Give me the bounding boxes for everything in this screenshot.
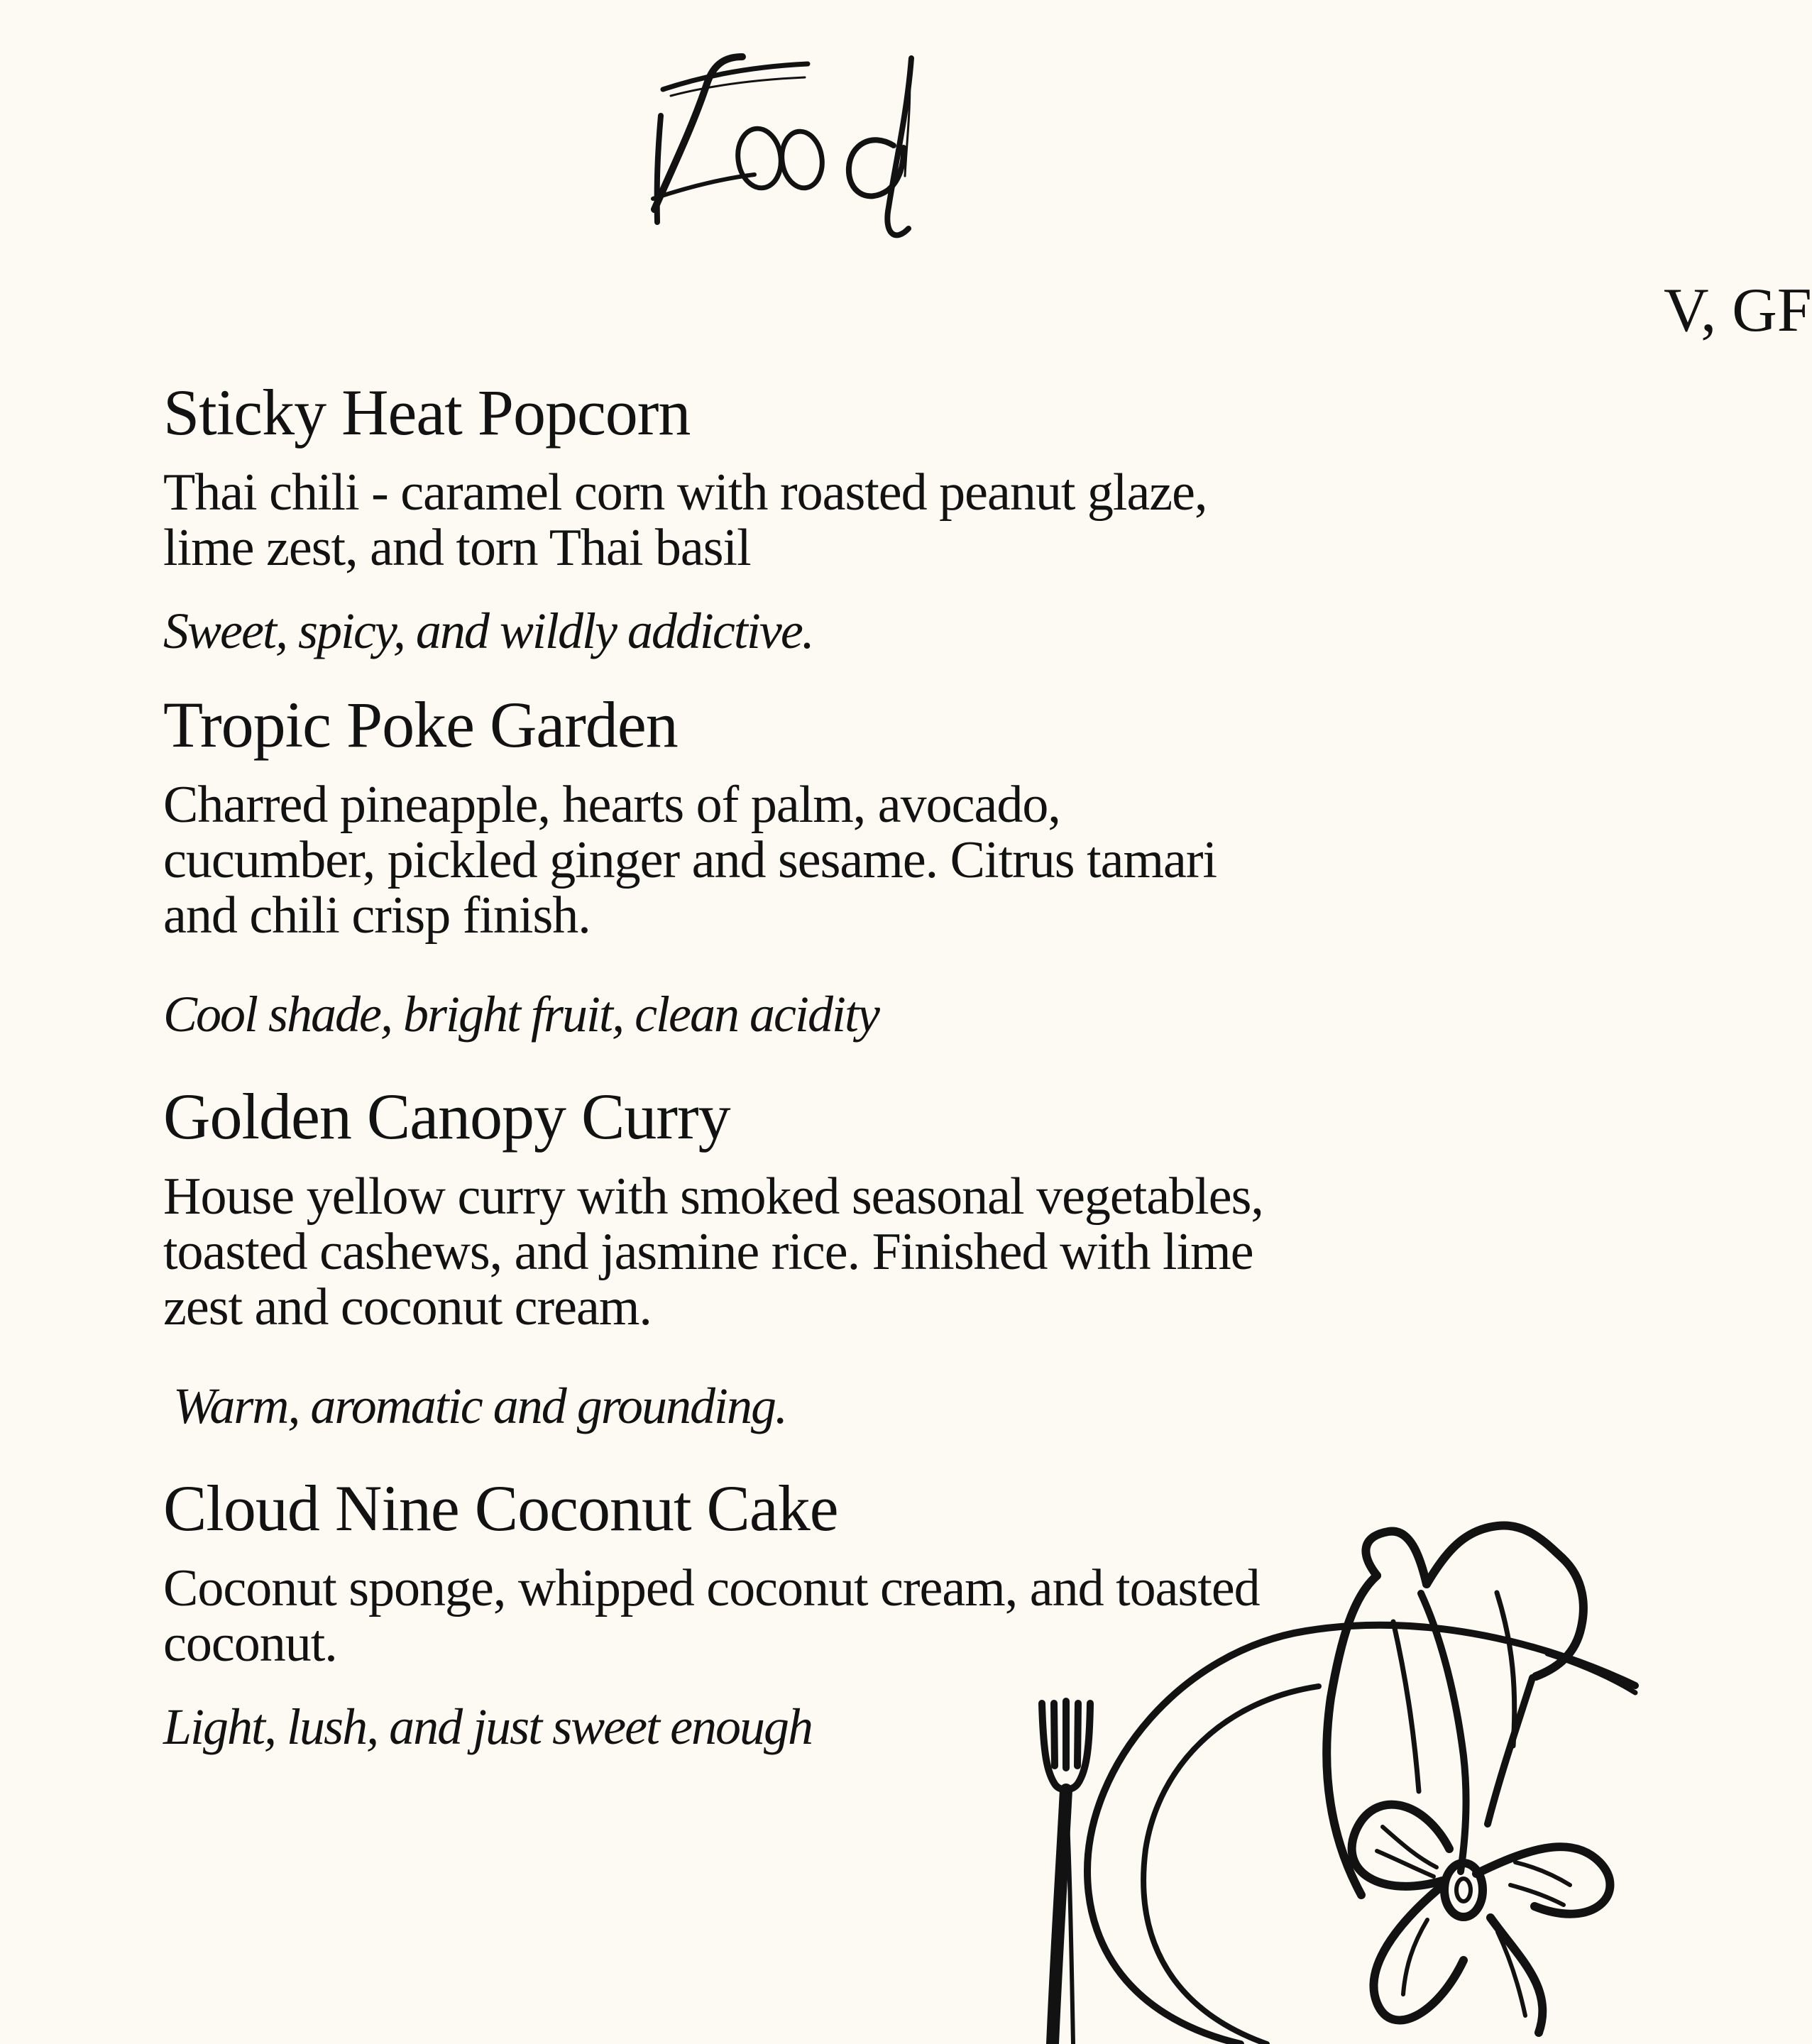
item-tagline: Sweet, spicy, and wildly addictive. — [163, 603, 813, 659]
item-name: Sticky Heat Popcorn — [163, 376, 691, 449]
menu-item — [163, 688, 1412, 1043]
page-title — [633, 28, 1812, 345]
item-description: Thai chili - caramel corn with roasted peanut glaze, lime zest, and torn Thai basil — [163, 463, 1207, 577]
item-description: Charred pineapple, hearts of palm, avocado, cucumber, pickled ginger and sesame. Citrus tamari and chili crisp finish. — [163, 776, 1217, 945]
menu-item — [163, 1080, 1412, 1434]
item-tagline: Cool shade, bright fruit, clean acidity — [163, 986, 879, 1043]
menu-item — [163, 376, 1412, 659]
food-script-title — [633, 28, 1031, 341]
item-description: Coconut sponge, whipped coconut cream, and toasted coconut. — [163, 1559, 1260, 1673]
item-name: Cloud Nine Coconut Cake — [163, 1472, 838, 1544]
item-tagline: Light, lush, and just sweet enough — [163, 1698, 813, 1755]
item-tagline: Warm, aromatic and grounding. — [173, 1378, 787, 1434]
napkin-bow-icon — [1327, 1525, 1610, 2033]
fork-plate-napkin-bow-illustration — [1008, 1526, 1635, 2044]
item-description: House yellow curry with smoked seasonal vegetables, toasted cashews, and jasmine rice. Finished with lime zest and coconut cream. — [163, 1167, 1263, 1336]
fork-icon — [1042, 1701, 1090, 2044]
dietary-note: V, GF — [1664, 276, 1812, 345]
plate-icon — [1087, 1625, 1635, 2044]
item-name: Golden Canopy Curry — [163, 1080, 730, 1153]
item-name: Tropic Poke Garden — [163, 688, 678, 761]
